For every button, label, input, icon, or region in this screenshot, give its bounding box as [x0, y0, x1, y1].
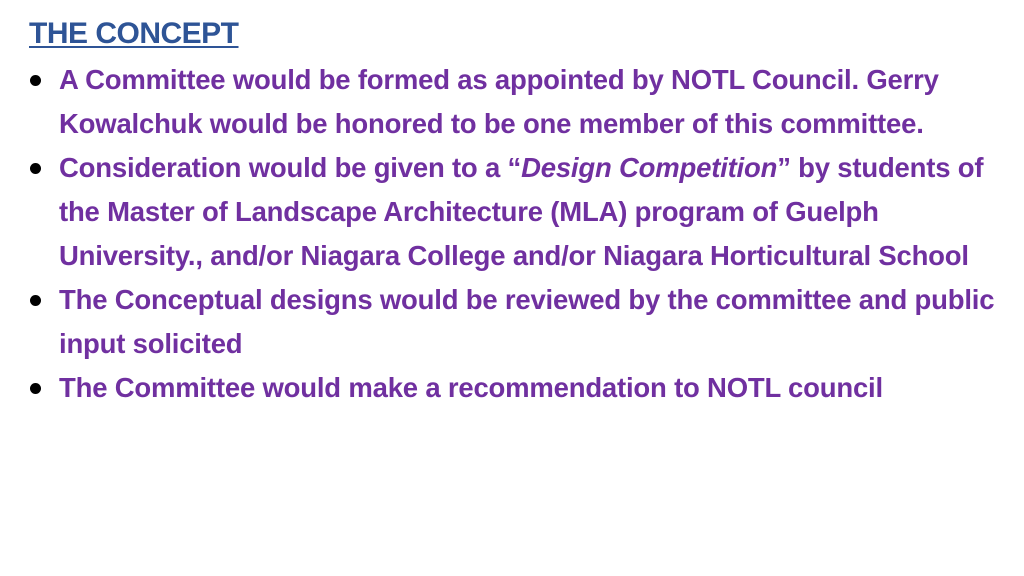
- bullet-icon: [30, 383, 41, 394]
- bullet-icon: [30, 75, 41, 86]
- bullet-item-recommendation: [29, 366, 1019, 410]
- bullet-text-before: Consideration would be given to a “: [59, 152, 522, 183]
- bullet-text-after: ” by students of the Master of Landscape Architecture (MLA) program of Guelph University., and/or Niagara College and/or Niagara Horticultural School: [59, 152, 984, 271]
- bullet-text: The Committee would make a recommendation to NOTL council: [59, 372, 883, 403]
- bullet-text-emphasis: Design Competition: [521, 152, 778, 183]
- bullet-list: [29, 58, 1019, 410]
- bullet-icon: [30, 163, 41, 174]
- bullet-item-committee: [29, 58, 1019, 146]
- slide-title: THE CONCEPT: [29, 17, 239, 50]
- bullet-icon: [30, 295, 41, 306]
- bullet-text: A Committee would be formed as appointed by NOTL Council. Gerry Kowalchuk would be honored to be one member of this committee.: [59, 64, 939, 139]
- bullet-text: The Conceptual designs would be reviewed by the committee and public input solicited: [59, 284, 995, 359]
- bullet-item-review: [29, 278, 1019, 366]
- bullet-item-design-competition: [29, 146, 1019, 278]
